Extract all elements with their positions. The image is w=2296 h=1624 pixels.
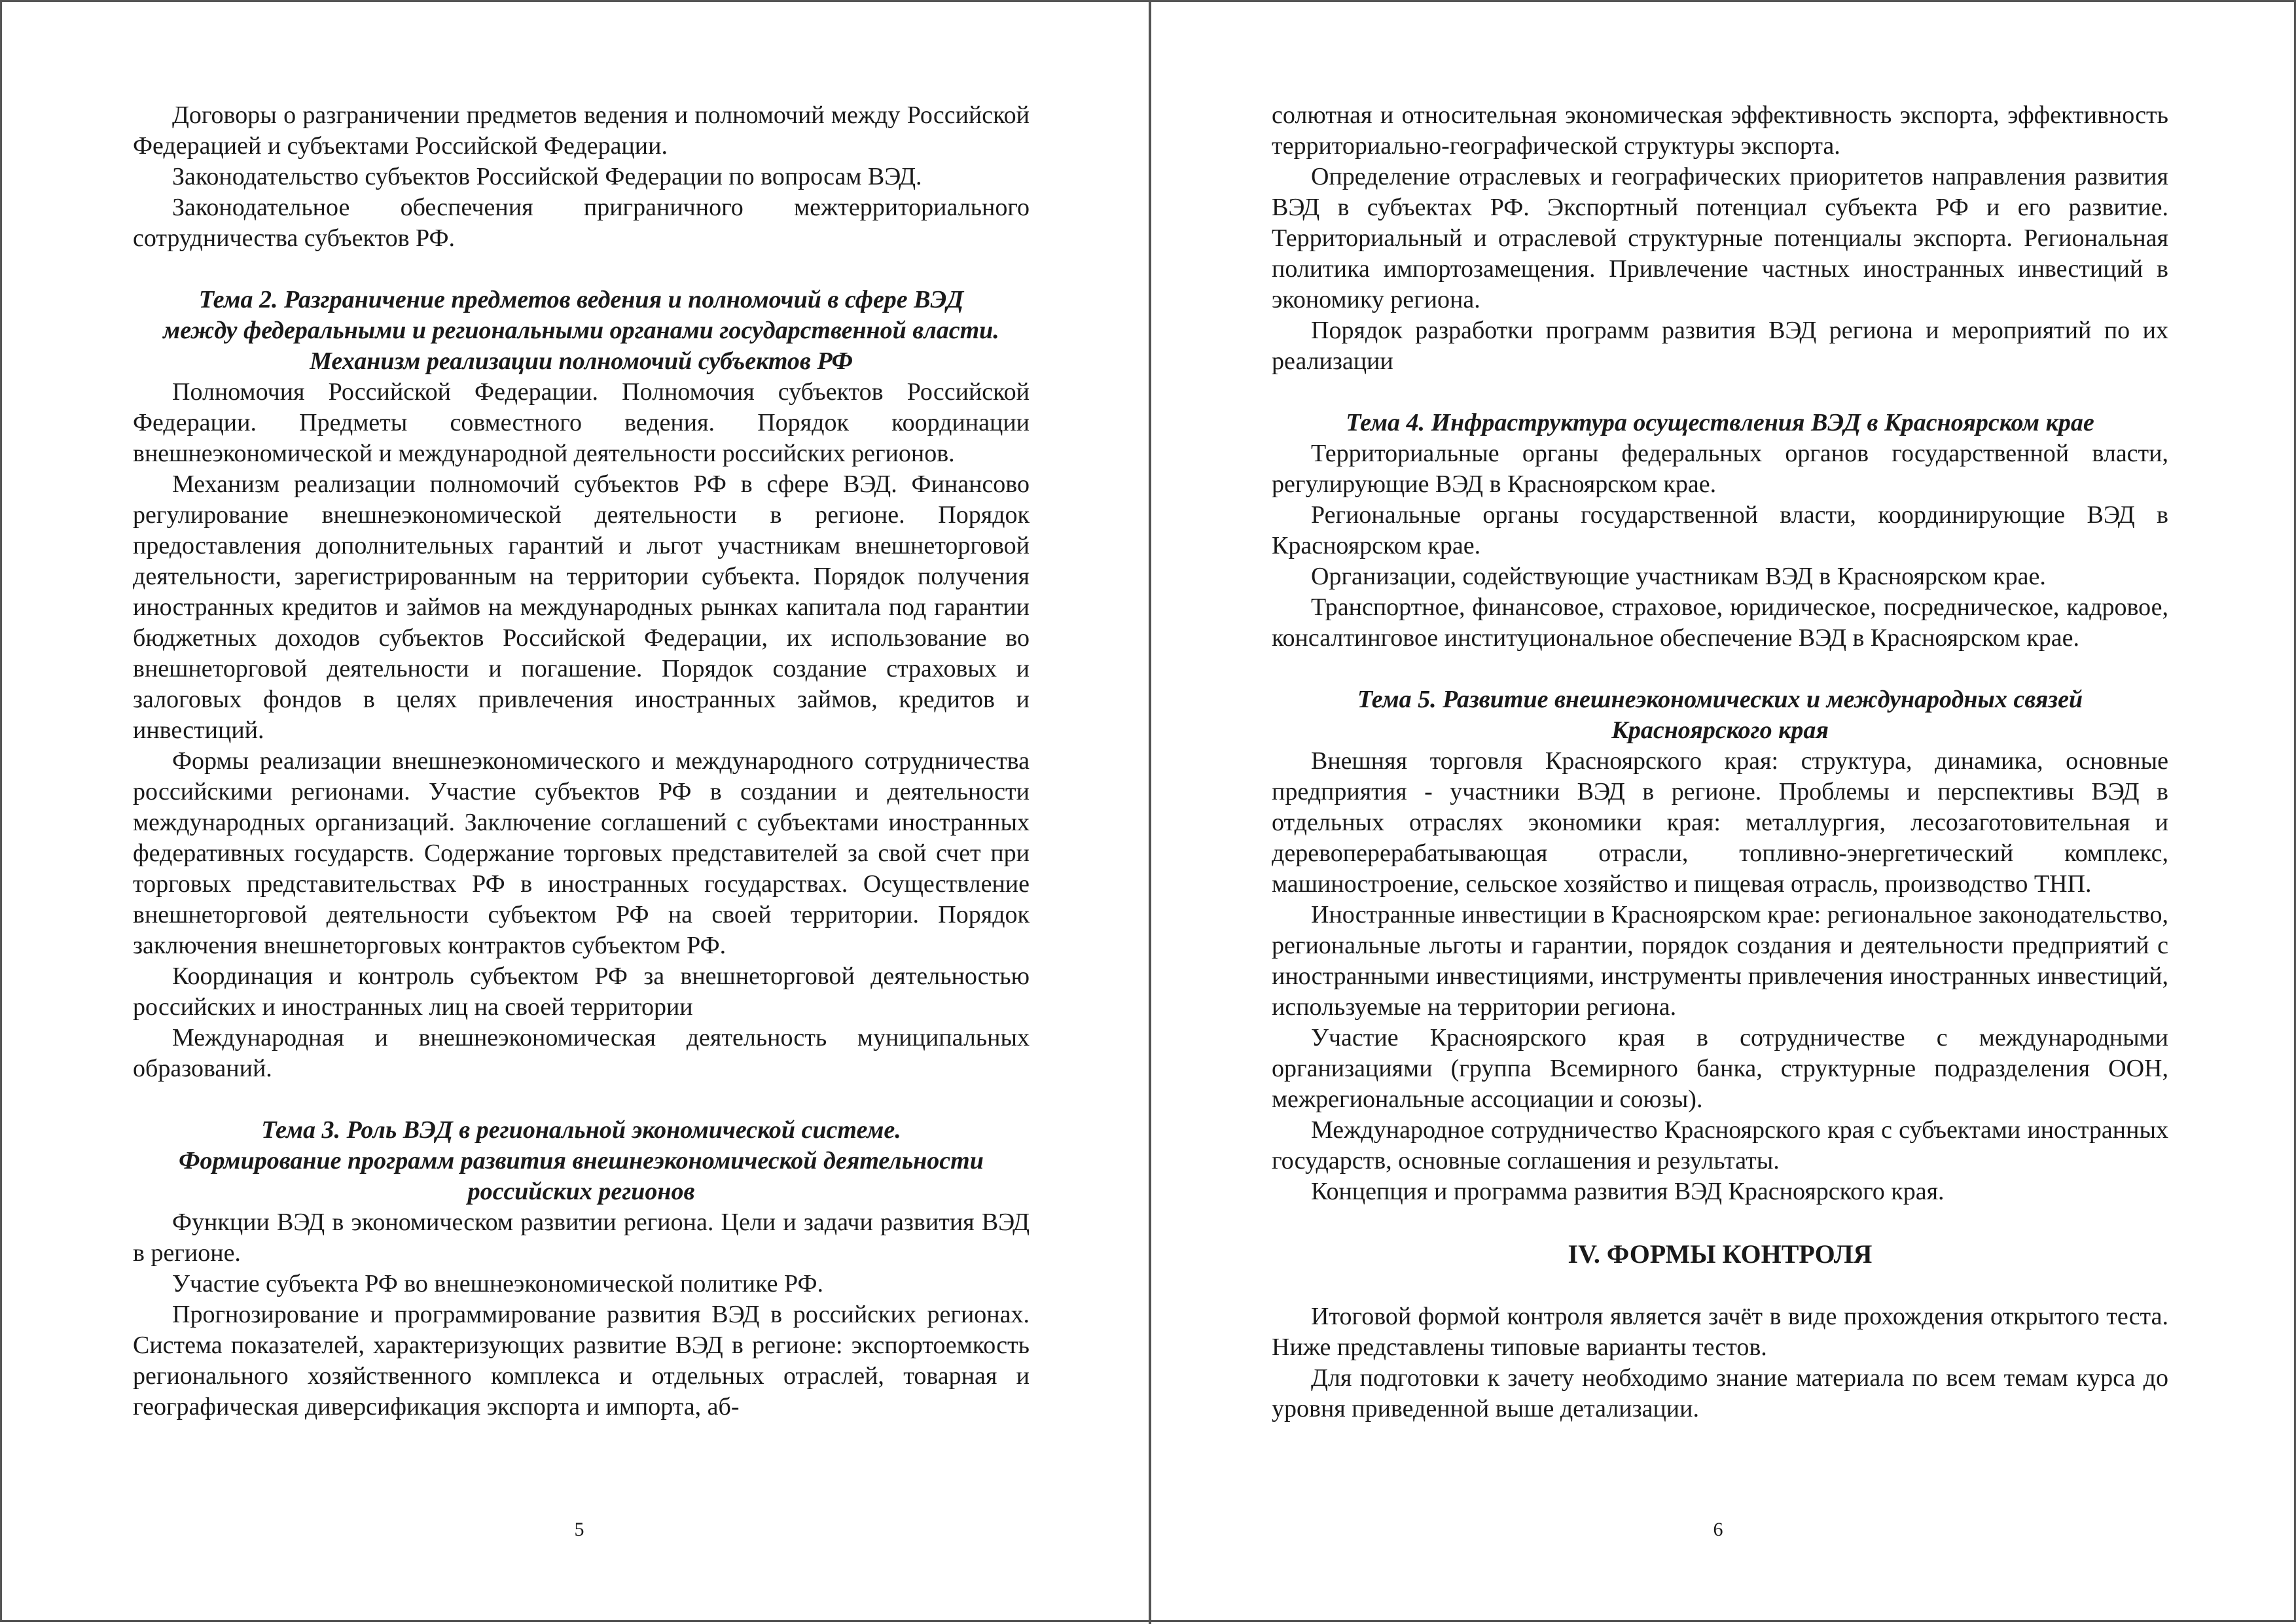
page-right <box>1272 100 2168 1424</box>
paragraph: солютная и относительная экономическая эффективность экспорта, эффективность территориально-географической структуры экспорта. <box>1272 101 2168 160</box>
paragraph: Прогнозирование и программирование развития ВЭД в российских регионах. Система показателей, характеризующих развитие ВЭД в регионе: экспортоемкость регионального хозяйственного комплекса и отдельных отраслей, товарная и географическая диверсификация экспорта и импорта, аб- <box>133 1301 1030 1421</box>
page-divider <box>1149 2 1151 1624</box>
paragraph: Формы реализации внешнеэкономического и международного сотрудничества российскими регионами. Участие субъектов РФ в создании и деятельности международных организаций. Заключение соглашений с субъектами иностранных федеративных государств. Содержание торговых представителей за свой счет при торговых представительствах РФ в иностранных государствах. Осуществление внешнеторговой деятельности субъектом РФ на своей территории. Порядок заключения внешнеторговых контрактов субъектом РФ. <box>133 747 1030 959</box>
heading-line: Красноярского края <box>1611 716 1829 744</box>
paragraph: Организации, содействующие участникам ВЭД в Красноярском крае. <box>1311 563 2046 590</box>
paragraph: Законодательное обеспечения приграничного межтерриториального сотрудничества субъектов РФ. <box>133 194 1030 252</box>
paragraph: Договоры о разграничении предметов ведения и полномочий между Российской Федерацией и субъектами Российской Федерации. <box>133 101 1030 160</box>
paragraph: Транспортное, финансовое, страховое, юридическое, посредническое, кадровое, консалтинговое институциональное обеспечение ВЭД в Красноярском крае. <box>1272 593 2168 652</box>
spacer <box>133 254 1030 285</box>
heading-line: Тема 2. Разграничение предметов ведения и полномочий в сфере ВЭД <box>198 286 964 313</box>
paragraph: Порядок разработки программ развития ВЭД региона и мероприятий по их реализации <box>1272 317 2168 375</box>
paragraph: Итоговой формой контроля является зачёт в виде прохождения открытого теста. Ниже представлены типовые варианты тестов. <box>1272 1303 2168 1361</box>
spacer <box>1272 654 2168 684</box>
paragraph: Региональные органы государственной власти, координирующие ВЭД в Красноярском крае. <box>1272 501 2168 559</box>
topic-3-heading <box>133 1115 1030 1207</box>
heading-line: Тема 3. Роль ВЭД в региональной экономической системе. <box>261 1116 901 1144</box>
page-number-right: 6 <box>1713 1519 1723 1540</box>
spacer <box>1272 377 2168 408</box>
section-4-title: IV. ФОРМЫ КОНТРОЛЯ <box>1568 1239 1873 1269</box>
heading-line: Тема 4. Инфраструктура осуществления ВЭД в Красноярском крае <box>1346 409 2094 436</box>
paragraph: Участие Красноярского края в сотрудничестве с международными организациями (группа Всемирного банка, структурные подразделения ООН, межрегиональные ассоциации и союзы). <box>1272 1024 2168 1113</box>
paragraph: Концепция и программа развития ВЭД Красноярского края. <box>1311 1178 1945 1205</box>
paragraph: Законодательство субъектов Российской Федерации по вопросам ВЭД. <box>172 163 922 190</box>
spacer <box>1272 1271 2168 1301</box>
paragraph: Территориальные органы федеральных органов государственной власти, регулирующие ВЭД в Красноярском крае. <box>1272 440 2168 498</box>
topic-2-heading <box>133 285 1030 377</box>
paragraph: Определение отраслевых и географических приоритетов направления развития ВЭД в субъектах РФ. Экспортный потенциал субъекта РФ и его развитие. Территориальный и отраслевой структурные потенциалы экспорта. Региональная политика импортозамещения. Привлечение частных иностранных инвестиций в экономику региона. <box>1272 163 2168 313</box>
paragraph: Для подготовки к зачету необходимо знание материала по всем темам курса до уровня приведенной выше детализации. <box>1272 1364 2168 1422</box>
topic-4-heading <box>1272 408 2168 438</box>
topic-5-heading <box>1272 684 2168 746</box>
paragraph: Механизм реализации полномочий субъектов РФ в сфере ВЭД. Финансово регулирование внешнеэкономической деятельности в регионе. Порядок предоставления дополнительных гарантий и льгот участникам внешнеторговой деятельности, зарегистрированным на территории субъекта. Порядок получения иностранных кредитов и займов на международных рынках капитала под гарантии бюджетных доходов субъектов Российской Федерации, их использование во внешнеторговой деятельности и погашение. Порядок создание страховых и залоговых фондов в целях привлечения иностранных займов, кредитов и инвестиций. <box>133 470 1030 744</box>
paragraph: Международное сотрудничество Красноярского края с субъектами иностранных государств, основные соглашения и результаты. <box>1272 1116 2168 1174</box>
heading-line: Тема 5. Развитие внешнеэкономических и международных связей <box>1357 686 2083 713</box>
paragraph: Функции ВЭД в экономическом развитии региона. Цели и задачи развития ВЭД в регионе. <box>133 1209 1030 1267</box>
paragraph: Полномочия Российской Федерации. Полномочия субъектов Российской Федерации. Предметы совместного ведения. Порядок координации внешнеэкономической и международной деятельности российских регионов. <box>133 378 1030 467</box>
page-left <box>133 100 1030 1422</box>
heading-line: между федеральными и региональными органами государственной власти. Механизм реализации полномочий субъектов РФ <box>163 317 999 375</box>
spacer <box>1272 1207 2168 1238</box>
paragraph: Иностранные инвестиции в Красноярском крае: региональное законодательство, региональные льготы и гарантии, порядок создания и деятельности предприятий с иностранными инвестициями, инструменты привлечения иностранных инвестиций, используемые на территории региона. <box>1272 901 2168 1021</box>
spacer <box>133 1084 1030 1115</box>
paragraph: Координация и контроль субъектом РФ за внешнеторговой деятельностью российских и иностранных лиц на своей территории <box>133 962 1030 1021</box>
paragraph: Международная и внешнеэкономическая деятельность муниципальных образований. <box>133 1024 1030 1082</box>
heading-line: Формирование программ развития внешнеэкономической деятельности российских регионов <box>179 1147 984 1205</box>
paragraph: Участие субъекта РФ во внешнеэкономической политике РФ. <box>172 1270 823 1297</box>
paragraph: Внешняя торговля Красноярского края: структура, динамика, основные предприятия - участники ВЭД в регионе. Проблемы и перспективы ВЭД в отдельных отраслях экономики края: металлургия, лесозаготовительная и деревоперерабатывающая отрасли, топливно-энергетический комплекс, машиностроение, сельское хозяйство и пищевая отрасль, производство ТНП. <box>1272 747 2168 898</box>
page-number-left: 5 <box>574 1519 584 1540</box>
